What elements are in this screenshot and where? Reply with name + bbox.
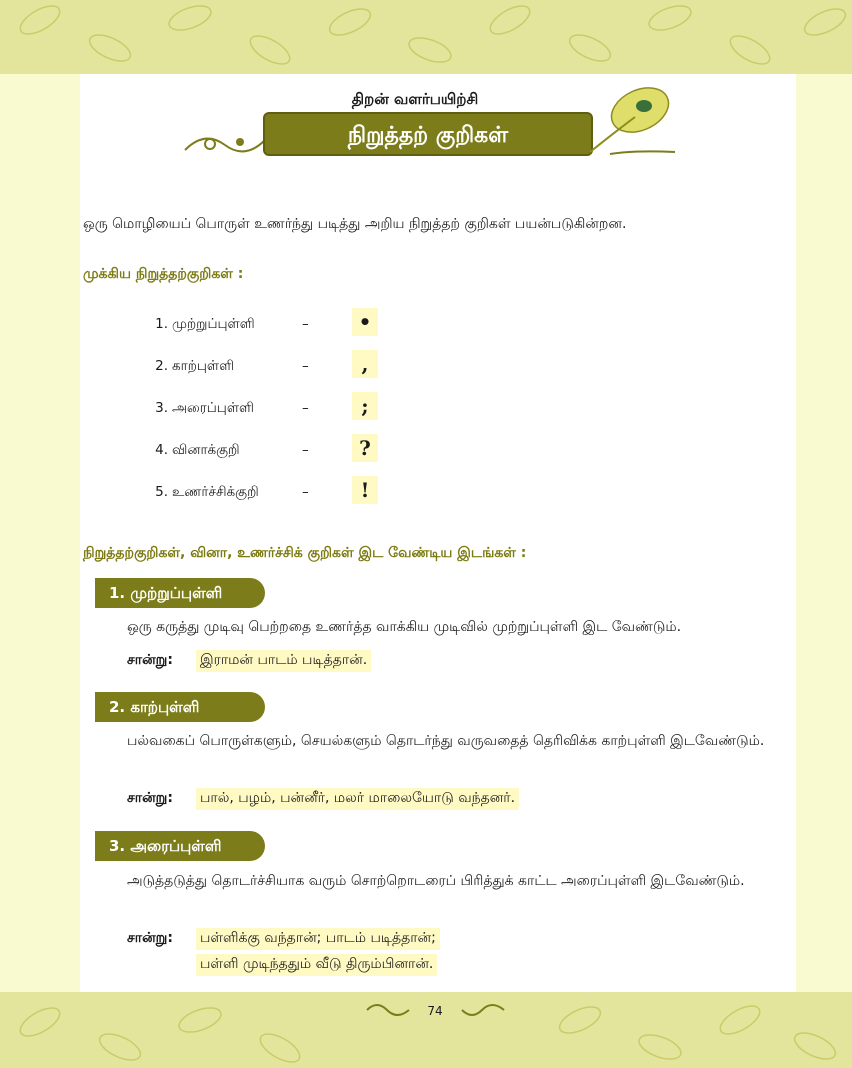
mark-number: 5. [155, 484, 168, 500]
top-decorative-band [0, 0, 852, 74]
section-text: ஒரு கருத்து முடிவு பெற்றதை உணர்த்த வாக்கிய முடிவில் முற்றுப்புள்ளி இட வேண்டும். [127, 619, 682, 635]
left-margin [0, 74, 80, 992]
mark-name: உணர்ச்சிக்குறி [172, 484, 259, 500]
section-text: அடுத்தடுத்து தொடர்ச்சியாக வரும் சொற்றொடரைப் பிரித்துக் காட்ட அரைப்புள்ளி இடவேண்டும். [127, 873, 745, 889]
intro-paragraph: ஒரு மொழியைப் பொருள் உணர்ந்து படித்து அறிய நிறுத்தற் குறிகள் பயன்படுகின்றன. [83, 216, 627, 232]
right-margin [796, 74, 852, 992]
section-text: பல்வகைப் பொருள்களும், செயல்களும் தொடர்ந்து வருவதைத் தெரிவிக்க காற்புள்ளி இடவேண்டும். [127, 733, 765, 749]
example-text: பள்ளிக்கு வந்தான்; பாடம் படித்தான்; [196, 928, 440, 950]
mark-number: 3. [155, 400, 168, 416]
places-heading: நிறுத்தற்குறிகள், வினா, உணர்ச்சிக் குறிகள் இட வேண்டிய இடங்கள் : [83, 545, 527, 561]
example-label: சான்று: [127, 652, 173, 668]
list-item [140, 394, 369, 418]
page-number: 74 [427, 1004, 443, 1018]
footer-ornament-left-icon [365, 1000, 413, 1020]
mark-symbol: , [352, 350, 378, 378]
mark-dash: – [302, 358, 309, 374]
mark-dash: – [302, 316, 309, 332]
mark-name: முற்றுப்புள்ளி [172, 316, 255, 332]
peacock-feather-icon [580, 82, 680, 162]
mark-name: அரைப்புள்ளி [172, 400, 254, 416]
mark-symbol: ? [352, 434, 378, 462]
mark-symbol: ; [352, 392, 378, 420]
mark-symbol: ! [352, 476, 378, 504]
mark-name: காற்புள்ளி [172, 358, 235, 374]
section-label-semicolon: 3. அரைப்புள்ளி [95, 831, 265, 861]
mark-number: 1. [155, 316, 168, 332]
mark-number: 4. [155, 442, 168, 458]
mark-dash: – [302, 400, 309, 416]
section-label-comma: 2. காற்புள்ளி [95, 692, 265, 722]
mark-dash: – [302, 442, 309, 458]
example-text: இராமன் பாடம் படித்தான். [196, 650, 371, 672]
page-title: நிறுத்தற் குறிகள் [263, 112, 593, 156]
mark-name: வினாக்குறி [172, 442, 240, 458]
leaf-pattern [0, 0, 852, 74]
list-item [140, 436, 371, 460]
footer-ornament-right-icon [460, 1000, 508, 1020]
main-marks-heading: முக்கிய நிறுத்தற்குறிகள் : [83, 266, 244, 282]
section-label-full-stop: 1. முற்றுப்புள்ளி [95, 578, 265, 608]
mark-dash: – [302, 484, 309, 500]
list-item [140, 310, 372, 334]
example-text: பள்ளி முடிந்ததும் வீடு திரும்பினான். [196, 954, 437, 976]
left-ornament-icon [180, 120, 270, 160]
mark-number: 2. [155, 358, 168, 374]
example-label: சான்று: [127, 930, 173, 946]
example-label: சான்று: [127, 790, 173, 806]
page-subtitle: திறன் வளர்பயிற்சி [351, 90, 479, 108]
list-item [140, 352, 369, 376]
list-item [140, 478, 370, 502]
example-text: பால், பழம், பன்னீர், மலர் மாலையோடு வந்தனர். [196, 788, 519, 810]
mark-symbol: • [352, 308, 378, 336]
